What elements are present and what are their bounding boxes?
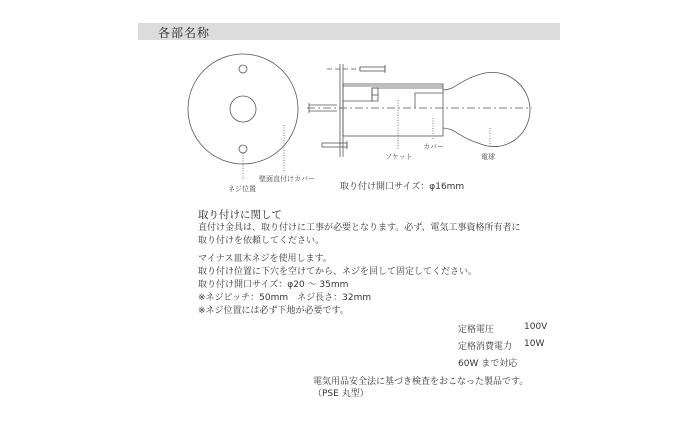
front-view-drawing — [188, 54, 298, 180]
screw-text-line: マイナス皿木ネジを使用します。 — [198, 254, 332, 264]
side-view-drawing — [307, 64, 532, 157]
label-screw-position: ネジ位置 — [228, 185, 256, 193]
screw-text-line: 取り付け開口サイズ：φ20 ～ 35mm — [198, 280, 349, 290]
installation-heading: 取り付けに関して — [198, 209, 282, 221]
spec-value: 100V — [524, 322, 548, 332]
label-wall-cover: 壁面直付けカバー — [259, 175, 315, 183]
spec-value: 10W — [524, 339, 545, 349]
pse-note: 電気用品安全法に基づき検査をおこなった製品です。 — [313, 377, 529, 387]
opening-size-note: 取り付け開口サイズ：φ16mm — [340, 182, 465, 192]
installation-text-line: 直付け金具は、取り付けに工事が必要となります。必ず、電気工事資格所有者に — [198, 223, 521, 233]
spec-label: 定格電圧 — [458, 325, 495, 335]
section-title: 各部名称 — [158, 26, 211, 40]
spec-label: 定格消費電力 — [458, 342, 513, 352]
label-bulb: 電球 — [481, 153, 495, 161]
screw-text-line: ※ネジピッチ：50mm ネジ長さ：32mm — [198, 293, 372, 303]
installation-text-line: 取り付けを依頼してください。 — [198, 236, 325, 246]
screw-text-line: ※ネジ位置には必ず下地が必要です。 — [198, 306, 349, 316]
label-socket: ソケット — [385, 153, 413, 161]
spec-label: 60W まで対応 — [458, 359, 518, 369]
screw-text-line: 取り付け位置に下穴を空けてから、ネジを回して固定してください。 — [198, 267, 478, 277]
label-cover: カバー — [423, 143, 444, 151]
pse-mark: （PSE 丸型） — [313, 389, 369, 399]
